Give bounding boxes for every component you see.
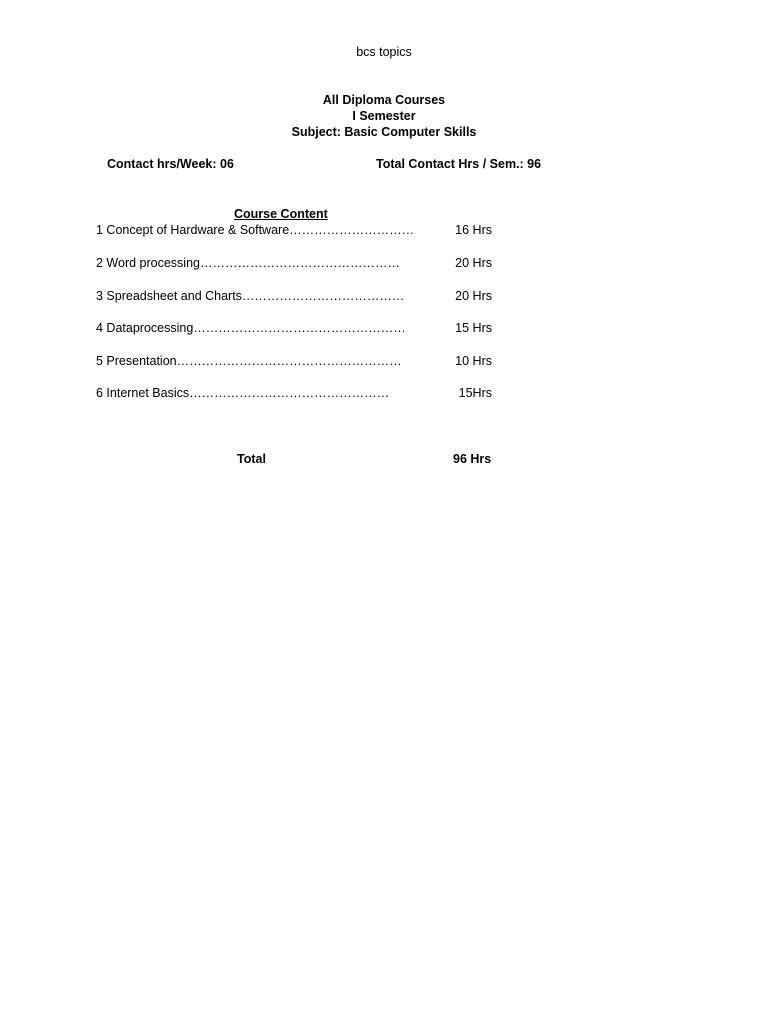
topic-hours: 10 Hrs [455, 354, 492, 368]
document-header: bcs topics [356, 45, 412, 59]
total-contact-hours: Total Contact Hrs / Sem.: 96 [376, 157, 542, 171]
topic-row [96, 354, 496, 370]
contact-hours-per-week: Contact hrs/Week: 06 [107, 157, 234, 171]
topic-row [96, 321, 496, 337]
semester-title: I Semester [352, 109, 416, 123]
topic-hours: 20 Hrs [455, 256, 492, 270]
total-label: Total [237, 452, 266, 466]
topic-row [96, 256, 496, 272]
title-block [0, 92, 768, 140]
topic-label: 2 Word processing………………………………………… [96, 256, 400, 270]
topic-row [96, 289, 496, 305]
total-hours: 96 Hrs [453, 452, 492, 466]
topic-hours: 15Hrs [458, 386, 492, 400]
topic-label: 1 Concept of Hardware & Software………………………… [96, 223, 415, 237]
topic-label: 5 Presentation……………………………………………… [96, 354, 402, 368]
topic-label: 6 Internet Basics………………………………………… [96, 386, 390, 400]
topic-hours: 16 Hrs [455, 223, 492, 237]
subject-title: Subject: Basic Computer Skills [291, 125, 477, 139]
course-content-heading: Course Content [234, 207, 328, 221]
topic-label: 4 Dataprocessing…………………………………………… [96, 321, 406, 335]
course-group-title: All Diploma Courses [322, 93, 446, 107]
topic-label: 3 Spreadsheet and Charts………………………………… [96, 289, 405, 303]
topic-hours: 20 Hrs [455, 289, 492, 303]
topic-hours: 15 Hrs [455, 321, 492, 335]
topic-row [96, 223, 496, 239]
topic-row [96, 386, 496, 402]
